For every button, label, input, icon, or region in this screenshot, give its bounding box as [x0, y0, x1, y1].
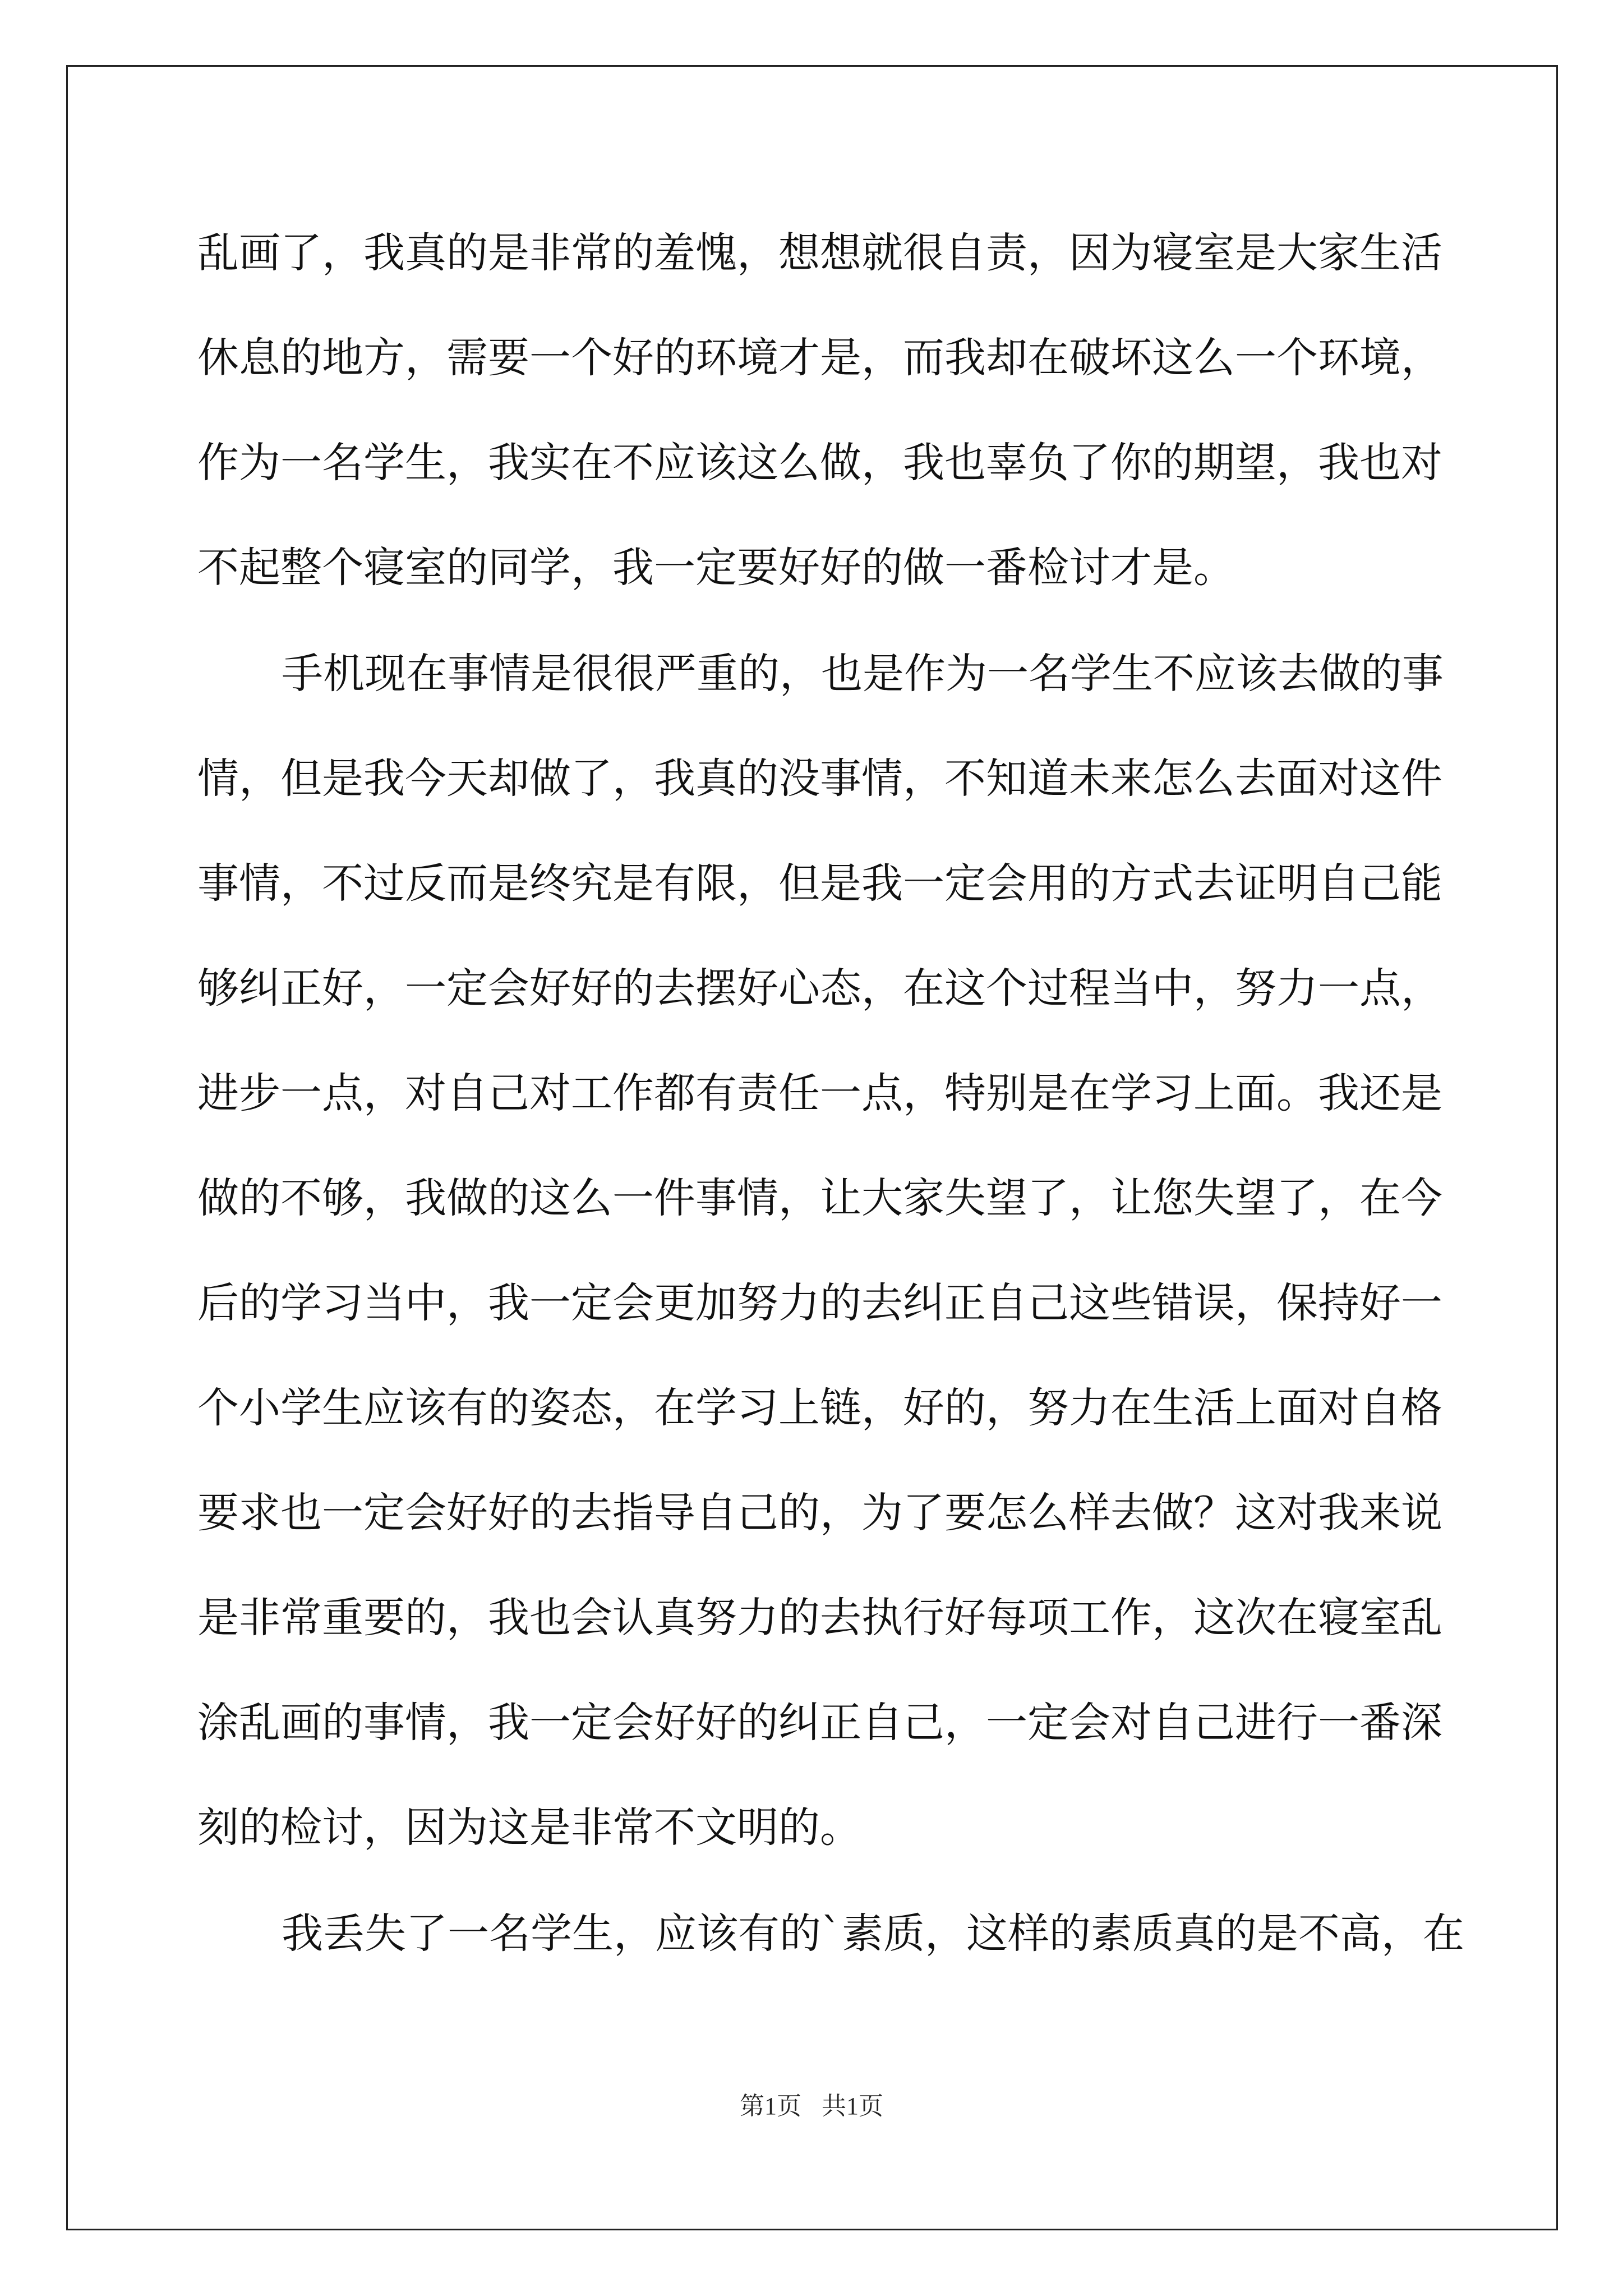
text-line: 是非常重要的，我也会认真努力的去执行好每项工作，这次在寝室乱 [197, 1594, 1442, 1642]
text-line: 乱画了，我真的是非常的羞愧，想想就很自责，因为寝室是大家生活 [197, 229, 1442, 277]
text-line: 涂乱画的事情，我一定会好好的纠正自己，一定会对自己进行一番深 [197, 1699, 1442, 1747]
text-line: 手机现在事情是很很严重的，也是作为一名学生不应该去做的事 [282, 650, 1444, 698]
text-line: 不起整个寝室的同学，我一定要好好的做一番检讨才是。 [197, 544, 1235, 592]
text-line: 我丢失了一名学生，应该有的`素质，这样的素质真的是不高，在 [282, 1910, 1464, 1958]
text-line: 进步一点，对自己对工作都有责任一点，特别是在学习上面。我还是 [197, 1069, 1442, 1117]
text-line: 事情，不过反而是终究是有限，但是我一定会用的方式去证明自己能 [197, 859, 1442, 908]
text-line: 休息的地方，需要一个好的环境才是，而我却在破坏这么一个环境， [197, 334, 1442, 382]
text-line: 刻的检讨，因为这是非常不文明的。 [197, 1803, 861, 1852]
page-total: 共1页 [822, 2092, 883, 2120]
page-footer [0, 2086, 1623, 2122]
text-line: 要求也一定会好好的去指导自己的，为了要怎么样去做？这对我来说 [197, 1489, 1442, 1537]
text-line: 后的学习当中，我一定会更加努力的去纠正自己这些错误，保持好一 [197, 1279, 1442, 1327]
text-line: 个小学生应该有的姿态，在学习上链，好的，努力在生活上面对自格 [197, 1384, 1442, 1432]
page-number: 第1页 [740, 2092, 801, 2120]
text-line: 情，但是我今天却做了，我真的没事情，不知道未来怎么去面对这件 [197, 754, 1442, 803]
text-line: 作为一名学生，我实在不应该这么做，我也辜负了你的期望，我也对 [197, 439, 1442, 487]
text-line: 做的不够，我做的这么一件事情，让大家失望了，让您失望了，在今 [197, 1174, 1442, 1222]
text-line: 够纠正好，一定会好好的去摆好心态，在这个过程当中，努力一点， [197, 964, 1442, 1013]
